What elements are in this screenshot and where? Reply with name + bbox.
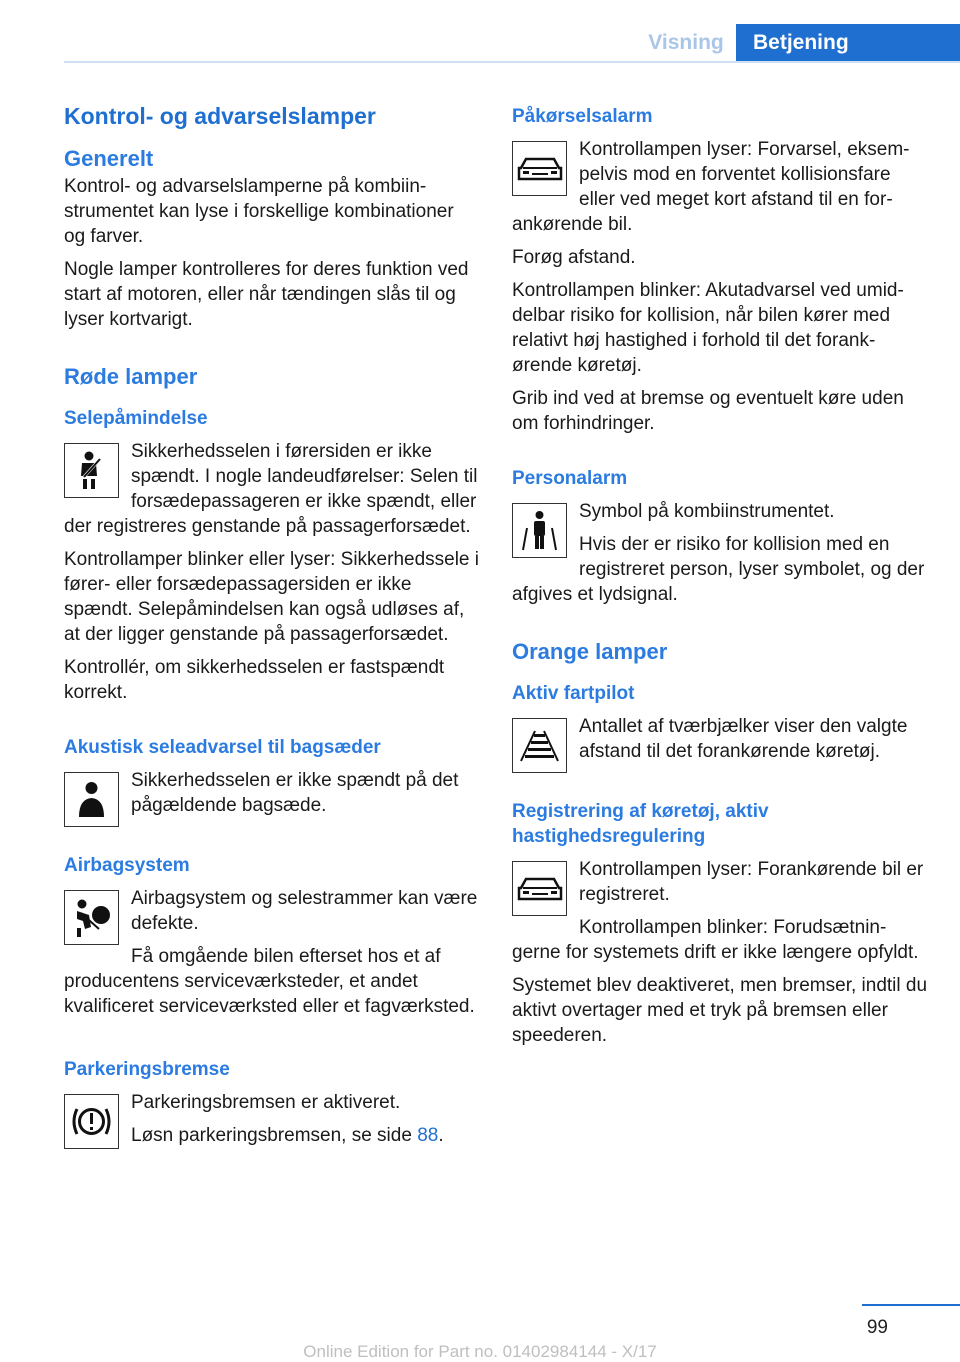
vehicle-detected-icon	[512, 861, 567, 916]
registrering-paragraph-3: Systemet blev deaktiveret, men bremser, indtil du aktivt overtager med et tryk på bremsen eller speederen.	[512, 975, 928, 1046]
distance-bars-icon	[512, 718, 567, 773]
airbag-paragraph-2: Få omgående bilen efterset hos et af producentens serviceværksteder, et andet kvalificeret serviceværksted eller et fagværksted.	[64, 946, 475, 1017]
registrering-block	[512, 857, 928, 973]
parkering-paragraph-1: Parkeringsbremsen er aktiveret.	[131, 1092, 401, 1113]
subheading-registrering: Registrering af køretøj, aktiv hastighedsregulering	[512, 801, 769, 847]
akustisk-paragraph-1: Sikkerhedsselen er ikke spændt på det pågældende bagsæde.	[131, 770, 459, 816]
left-column	[64, 100, 480, 1156]
section-heading-rode-lamper: Røde lamper	[64, 364, 198, 389]
registrering-paragraph-2: Kontrollampen blinker: Forudsætningerne for systemets drift er ikke længere opfyldt.	[512, 917, 919, 963]
seatbelt-warning-icon	[64, 443, 119, 498]
airbag-paragraph-1: Airbagsystem og selestrammer kan være defekte.	[131, 888, 478, 934]
selepaamindelse-paragraph-1: Sikkerhedsselen i førersiden er ikke spændt. I nogle landeudførelser: Selen til forsædepassageren er ikke spændt, eller der registreres genstande på passagerforsædet.	[64, 441, 478, 537]
personalarm-block	[512, 499, 928, 615]
paakorsel-block	[512, 137, 928, 245]
tab-betjening[interactable]: Betjening	[736, 24, 960, 62]
fartpilot-block	[512, 714, 928, 777]
airbag-block	[64, 886, 480, 1027]
paakorsel-paragraph-2: Forøg afstand.	[512, 247, 636, 268]
subheading-akustisk-seleadvarsel: Akustisk seleadvarsel til bagsæder	[64, 737, 381, 758]
footer-divider	[862, 1304, 960, 1306]
subheading-aktiv-fartpilot: Aktiv fartpilot	[512, 683, 635, 704]
paakorsel-paragraph-1: Kontrollampen lyser: Forvarsel, eksempelvis mod en forventet kollisionsfare eller ved meget kort afstand til en forankørende bil.	[512, 139, 910, 235]
akustisk-block	[64, 768, 480, 831]
fartpilot-paragraph-1: Antallet af tværbjælker viser den valgte afstand til det forankørende køretøj.	[579, 716, 908, 762]
footer-edition: Online Edition for Part no. 01402984144 - X/17	[303, 1342, 657, 1361]
generelt-paragraph-2: Nogle lamper kontrolleres for deres funktion ved start af motoren, eller når tændingen slås til og lyser kortvarigt.	[64, 259, 469, 330]
paakorsel-paragraph-3: Kontrollampen blinker: Akutadvarsel ved umiddelbar risiko for kollision, når bilen kører med relativt høj hastighed i forhold til det forankørende køretøj.	[512, 280, 904, 376]
section-heading-generelt: Generelt	[64, 146, 154, 171]
selepaamindelse-paragraph-2: Kontrollamper blinker eller lyser: Sikkerhedssele i fører- eller forsædepassagersiden er ikke spændt. Selepåmindelsen kan også udløses af, at der ligger genstande på passagerforsædet.	[64, 549, 480, 645]
page-number: 99	[866, 1317, 888, 1338]
collision-warning-car-icon	[512, 141, 567, 196]
page-title: Kontrol- og advarselslamper	[64, 103, 376, 129]
parkering-paragraph-2	[64, 1123, 480, 1148]
selepaamindelse-block	[64, 439, 480, 547]
personalarm-paragraph-1: Symbol på kombiinstrumentet.	[579, 501, 835, 522]
pedestrian-warning-icon	[512, 503, 567, 558]
generelt-paragraph-1: Kontrol- og advarselslamperne på kombiinstrumentet kan lyse i forskellige kombinationer og farver.	[64, 176, 454, 247]
tab-visning[interactable]: Visning	[648, 31, 724, 54]
subheading-selepaamindelse: Selepåmindelse	[64, 408, 208, 429]
page-link-88[interactable]: 88	[417, 1125, 439, 1146]
right-column	[512, 104, 928, 1056]
parking-brake-icon	[64, 1094, 119, 1149]
airbag-warning-icon	[64, 890, 119, 945]
subheading-personalarm: Personalarm	[512, 468, 628, 489]
parkering-block	[64, 1090, 480, 1156]
subheading-airbagsystem: Airbagsystem	[64, 855, 190, 876]
paakorsel-paragraph-4: Grib ind ved at bremse og eventuelt køre uden om forhindringer.	[512, 388, 904, 434]
personalarm-paragraph-2: Hvis der er risiko for kollision med en registreret person, lyser symbolet, og der afgives et lydsignal.	[512, 534, 925, 605]
parkering-text: Løsn parkeringsbremsen, se side	[131, 1125, 418, 1146]
parkering-text-end: .	[438, 1125, 444, 1146]
registrering-paragraph-1: Kontrollampen lyser: Forankørende bil er registreret.	[579, 859, 924, 905]
subheading-paakorselsalarm: Påkørselsalarm	[512, 106, 653, 127]
rear-seat-belt-icon	[64, 772, 119, 827]
header-divider	[64, 61, 960, 63]
subheading-parkeringsbremse: Parkeringsbremse	[64, 1059, 230, 1080]
selepaamindelse-paragraph-3: Kontrollér, om sikkerhedsselen er fastspændt korrekt.	[64, 657, 445, 703]
section-heading-orange-lamper: Orange lamper	[512, 639, 668, 664]
